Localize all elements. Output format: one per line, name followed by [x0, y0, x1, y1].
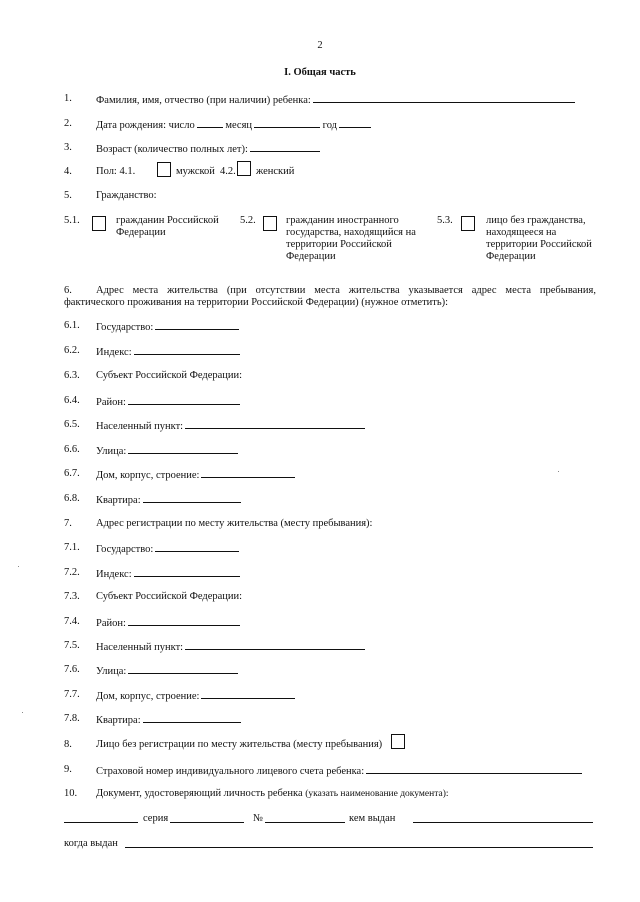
item-8-num: 8. [64, 739, 72, 750]
reg-district-field[interactable] [128, 616, 240, 626]
item-7-1-label: Государство: [96, 544, 154, 555]
item-6-1-row [96, 320, 239, 334]
res-apartment-field[interactable] [143, 493, 241, 503]
item-2-num: 2. [64, 118, 72, 129]
child-fullname-field[interactable] [313, 93, 575, 103]
birth-year-label: год [322, 120, 337, 131]
res-locality-field[interactable] [185, 419, 365, 429]
res-house-field[interactable] [201, 468, 295, 478]
res-country-field[interactable] [155, 320, 239, 330]
item-7-5-num: 7.5. [64, 640, 80, 651]
item-7-8-num: 7.8. [64, 713, 80, 724]
item-5-2-num: 5.2. [240, 215, 256, 226]
item-7-1-num: 7.1. [64, 542, 80, 553]
section-title: I. Общая часть [284, 67, 356, 78]
item-6-5-num: 6.5. [64, 419, 80, 430]
item-6-7-num: 6.7. [64, 468, 80, 479]
item-6-2-row [96, 345, 240, 359]
reg-house-field[interactable] [201, 689, 295, 699]
female-label: женский [256, 166, 295, 177]
item-10-row [96, 788, 449, 800]
citizen-rf-text: гражданин Российской Федерации [116, 215, 219, 238]
item-7-2-row [96, 567, 240, 581]
item-7-1-row [96, 542, 239, 556]
item-8-label: Лицо без регистрации по месту жительства (месту пребывания) [96, 739, 383, 750]
citizen-rf-checkbox[interactable] [92, 216, 106, 231]
item-1-label: Фамилия, имя, отчество (при наличии) ребенка: [96, 95, 311, 106]
citizenship-label: Гражданство: [96, 190, 157, 201]
reg-index-field[interactable] [134, 567, 240, 577]
item-6-7-row [96, 468, 295, 482]
item-7-2-label: Индекс: [96, 569, 132, 580]
item-7-4-label: Район: [96, 618, 126, 629]
item-6-8-label: Квартира: [96, 495, 141, 506]
item-10-num: 10. [64, 788, 78, 799]
item-6-num: 6. [64, 285, 72, 296]
doc-issued-when-field[interactable] [125, 847, 593, 848]
sex-label: Пол: 4.1. [96, 166, 136, 177]
scan-speck [18, 566, 19, 567]
item-5-1-num: 5.1. [64, 215, 80, 226]
item-9-label: Страховой номер индивидуального лицевого счета ребенка: [96, 766, 365, 777]
item-1-num: 1. [64, 93, 72, 104]
item-7-5-row [96, 640, 365, 654]
item-7-6-label: Улица: [96, 666, 127, 677]
res-index-field[interactable] [134, 345, 240, 355]
item-1-row [96, 93, 575, 107]
stateless-text: лицо без гражданства, находящееся на территории Российской Федерации [486, 215, 592, 262]
item-9-num: 9. [64, 764, 72, 775]
male-label: мужской [176, 166, 215, 177]
res-district-field[interactable] [128, 395, 240, 405]
issued-when-label: когда выдан [64, 838, 118, 849]
item-6-7-label: Дом, корпус, строение: [96, 470, 200, 481]
item-9-row [96, 764, 582, 778]
scan-speck [22, 712, 23, 713]
item-6-8-row [96, 493, 241, 507]
page-number: 2 [317, 40, 323, 51]
doc-type-field[interactable] [64, 822, 138, 823]
item-4-num: 4. [64, 166, 72, 177]
birth-year-field[interactable] [339, 118, 371, 128]
item-7-4-row [96, 616, 240, 630]
item-6-1-num: 6.1. [64, 320, 80, 331]
item-7-8-label: Квартира: [96, 715, 141, 726]
item-6-4-row [96, 395, 240, 409]
item-7-num: 7. [64, 518, 72, 529]
item-7-5-label: Населенный пункт: [96, 642, 184, 653]
item-6-6-label: Улица: [96, 446, 127, 457]
reg-locality-field[interactable] [185, 640, 365, 650]
item-6-paragraph [64, 285, 596, 309]
age-field[interactable] [250, 142, 320, 152]
series-label: серия [143, 813, 169, 824]
stateless-checkbox[interactable] [461, 216, 475, 231]
no-registration-checkbox[interactable] [391, 734, 405, 749]
snils-field[interactable] [366, 764, 582, 774]
reg-country-field[interactable] [155, 542, 239, 552]
item-7-8-row [96, 713, 241, 727]
number-sign-label: № [253, 813, 264, 824]
foreign-citizen-checkbox[interactable] [263, 216, 277, 231]
birth-month-label: месяц [225, 120, 253, 131]
item-10-hint: (указать наименование документа): [305, 789, 449, 799]
doc-issued-by-field[interactable] [413, 822, 593, 823]
item-6-5-row [96, 419, 365, 433]
item-5-3-num: 5.3. [437, 215, 453, 226]
issued-by-label: кем выдан [349, 813, 396, 824]
item-7-6-num: 7.6. [64, 664, 80, 675]
item-6-text: Адрес места жительства (при отсутствии места жительства указывается адрес места пребывания, фактического проживания на территории Российской Федерации) (нужное отметить): [64, 285, 596, 308]
birth-day-field[interactable] [197, 118, 223, 128]
birth-month-field[interactable] [254, 118, 320, 128]
doc-number-field[interactable] [265, 822, 345, 823]
female-num: 4.2. [220, 166, 236, 177]
item-6-2-label: Индекс: [96, 347, 132, 358]
item-3-num: 3. [64, 142, 72, 153]
item-7-7-label: Дом, корпус, строение: [96, 691, 200, 702]
female-checkbox[interactable] [237, 161, 251, 176]
item-3-row [96, 142, 320, 156]
age-label: Возраст (количество полных лет): [96, 144, 248, 155]
item-7-label: Адрес регистрации по месту жительства (месту пребывания): [96, 518, 373, 529]
item-6-6-row [96, 444, 238, 458]
male-checkbox[interactable] [157, 162, 171, 177]
item-7-2-num: 7.2. [64, 567, 80, 578]
item-10-label: Документ, удостоверяющий личность ребенка [96, 788, 303, 799]
res-street-field[interactable] [128, 444, 238, 454]
item-7-3-label: Субъект Российской Федерации: [96, 591, 243, 602]
item-6-6-num: 6.6. [64, 444, 80, 455]
item-6-4-num: 6.4. [64, 395, 80, 406]
reg-apartment-field[interactable] [143, 713, 241, 723]
item-7-4-num: 7.4. [64, 616, 80, 627]
item-6-8-num: 6.8. [64, 493, 80, 504]
item-6-5-label: Населенный пункт: [96, 421, 184, 432]
item-5-num: 5. [64, 190, 72, 201]
item-6-1-label: Государство: [96, 322, 154, 333]
item-6-3-label: Субъект Российской Федерации: [96, 370, 243, 381]
foreign-citizen-text: гражданин иностранного государства, находящийся на территории Российской Федерации [286, 215, 416, 262]
doc-series-field[interactable] [170, 822, 244, 823]
item-6-2-num: 6.2. [64, 345, 80, 356]
item-7-3-num: 7.3. [64, 591, 80, 602]
item-6-4-label: Район: [96, 397, 126, 408]
item-6-3-num: 6.3. [64, 370, 80, 381]
item-7-6-row [96, 664, 238, 678]
item-7-7-num: 7.7. [64, 689, 80, 700]
item-2-row [96, 118, 371, 132]
scan-speck [558, 471, 559, 472]
birth-day-label: Дата рождения: число [96, 120, 195, 131]
reg-street-field[interactable] [128, 664, 238, 674]
item-7-7-row [96, 689, 295, 703]
